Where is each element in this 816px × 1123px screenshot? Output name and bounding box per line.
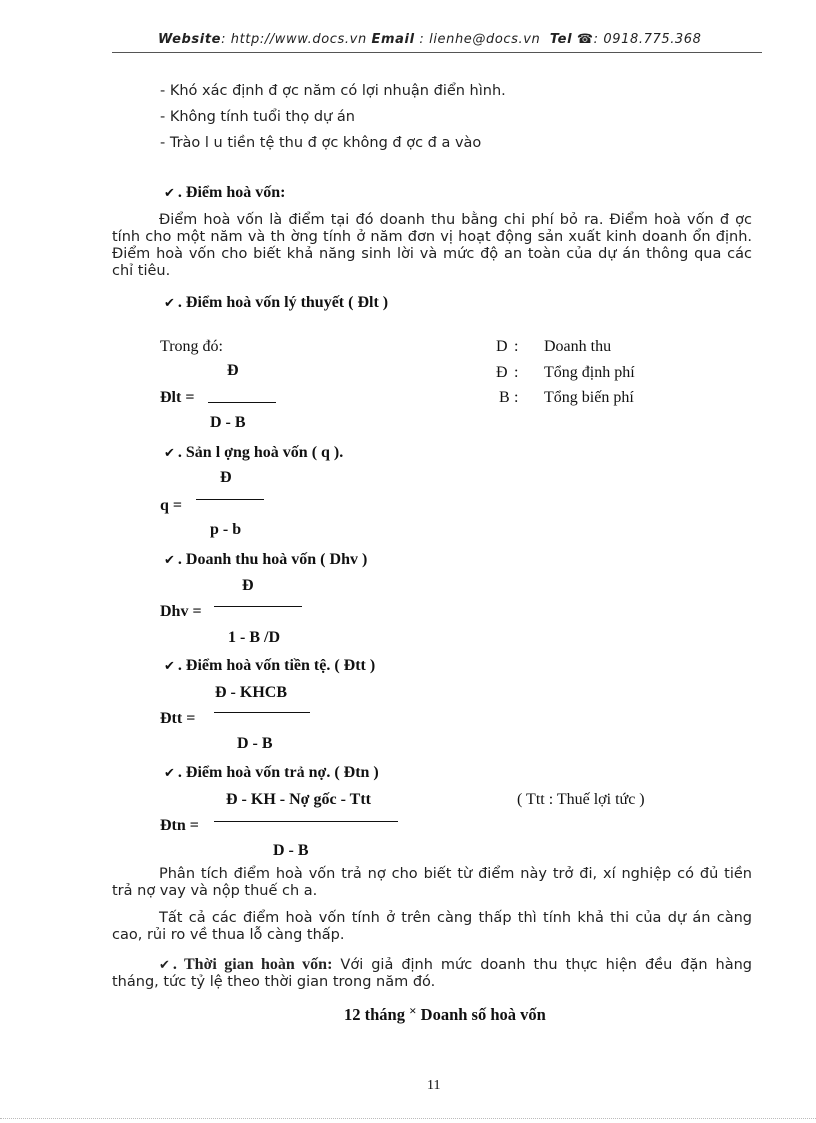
payback-formula — [344, 1005, 546, 1025]
formula-numerator: Đ - KHCB — [215, 684, 287, 701]
check-icon: ✔ — [164, 446, 175, 461]
formula-right: Doanh số hoà vốn — [420, 1005, 546, 1024]
legend-symbol: B — [499, 389, 510, 406]
heading-text: . Doanh thu hoà vốn ( Dhv ) — [177, 551, 368, 568]
paragraph-text: Với giả định mức doanh thu thực hiện đều đặn hàng tháng, tức tỷ lệ theo thời gian trong năm đó. — [112, 957, 753, 990]
heading-text: . Điểm hoà vốn lý thuyết ( Đlt ) — [177, 294, 389, 311]
formula-denominator: p - b — [210, 521, 242, 538]
formula-numerator: Đ — [220, 469, 232, 486]
breakeven-paragraph — [112, 212, 752, 280]
check-icon: ✔ — [164, 766, 175, 781]
header-divider — [112, 52, 762, 53]
email-value: : lienhe@docs.vn — [414, 32, 541, 47]
heading-text: . Điểm hoà vốn: — [177, 184, 286, 201]
paragraph-text: Phân tích điểm hoà vốn trả nợ cho biết từ điểm này trở đi, xí nghiệp có đủ tiền trả nợ vay và nộp thuế ch a. — [112, 866, 752, 899]
section-heading-revenue — [164, 551, 367, 569]
analysis-paragraph — [112, 866, 752, 900]
section-heading-theory — [164, 294, 388, 312]
bullet-item: - Khó xác định đ ợc năm có lợi nhuận điển hình. — [160, 83, 506, 99]
heading-text: . Thời gian hoàn vốn: — [172, 956, 333, 973]
formula-numerator: Đ — [227, 362, 239, 379]
tel-value: : 0918.775.368 — [593, 32, 702, 47]
paragraph-text: Điểm hoà vốn là điểm tại đó doanh thu bằng chi phí bỏ ra. Điểm hoà vốn đ ợc tính cho một năm và th ờng tính ở năm đơn vị hoạt động sản xuất kinh doanh ổn định. Điểm hoà vốn cho biết khả năng sinh lời và mức độ an toàn của dự án thông qua các chỉ tiêu. — [112, 212, 752, 279]
fraction-bar — [196, 499, 264, 500]
bullet-item: - Trào l u tiền tệ thu đ ợc không đ ợc đ a vào — [160, 135, 482, 151]
footer-divider — [0, 1118, 816, 1119]
formula-lhs: Dhv = — [160, 603, 202, 620]
bullet-item: - Không tính tuổi thọ dự án — [160, 109, 355, 125]
formula-denominator: D - B — [210, 414, 246, 431]
check-icon: ✔ — [164, 296, 175, 311]
website-value: : http://www.docs.vn — [221, 32, 367, 47]
legend-desc: Tổng định phí — [544, 364, 635, 381]
check-icon: ✔ — [164, 553, 175, 568]
legend-symbol: D — [496, 338, 508, 355]
phone-icon: ☎ — [576, 32, 594, 47]
legend-row — [496, 338, 611, 356]
heading-text: . Sản l ợng hoà vốn ( q ). — [177, 444, 344, 461]
page-header — [158, 32, 702, 47]
formula-numerator: Đ — [242, 577, 254, 594]
legend-row — [499, 389, 634, 407]
formula-note: ( Ttt : Thuế lợi tức ) — [517, 791, 645, 808]
fraction-bar — [214, 712, 310, 713]
tel-label: Tel — [549, 32, 573, 47]
page-number: 11 — [427, 1078, 441, 1093]
legend-desc: Doanh thu — [544, 338, 612, 355]
where-label: Trong đó: — [160, 338, 223, 355]
multiply-icon: × — [409, 1003, 417, 1018]
formula-lhs: q = — [160, 497, 183, 514]
email-label: Email — [371, 32, 415, 47]
formula-left: 12 tháng — [344, 1005, 405, 1024]
section-heading-output — [164, 444, 343, 462]
formula-denominator: 1 - B /D — [228, 629, 280, 646]
formula-denominator: D - B — [237, 735, 273, 752]
formula-lhs: Đtn = — [160, 817, 199, 834]
legend-desc: Tổng biến phí — [544, 389, 634, 406]
check-icon: ✔ — [159, 958, 170, 973]
check-icon: ✔ — [164, 659, 175, 674]
formula-lhs: Đtt = — [160, 710, 196, 727]
legend-row — [496, 364, 635, 382]
formula-lhs: Đlt = — [160, 389, 195, 406]
section-heading-breakeven — [164, 184, 285, 202]
legend-sep: : — [514, 338, 519, 355]
formula-numerator: Đ - KH - Nợ gốc - Ttt — [226, 791, 371, 808]
website-label: Website — [158, 32, 222, 47]
formula-denominator: D - B — [273, 842, 309, 859]
fraction-bar — [208, 402, 276, 403]
analysis-paragraph — [112, 910, 752, 944]
payback-paragraph — [112, 956, 752, 991]
check-icon: ✔ — [164, 186, 175, 201]
fraction-bar — [214, 821, 398, 822]
legend-sep: : — [514, 389, 519, 406]
legend-symbol: Đ — [496, 364, 508, 381]
heading-text: . Điểm hoà vốn tiền tệ. ( Đtt ) — [177, 657, 376, 674]
paragraph-text: Tất cả các điểm hoà vốn tính ở trên càng thấp thì tính khả thi của dự án càng cao, rủi ro về thua lỗ càng thấp. — [112, 910, 752, 943]
fraction-bar — [214, 606, 302, 607]
section-heading-debt — [164, 764, 379, 782]
legend-sep: : — [514, 364, 519, 381]
section-heading-monetary — [164, 657, 375, 675]
heading-text: . Điểm hoà vốn trả nợ. ( Đtn ) — [177, 764, 379, 781]
